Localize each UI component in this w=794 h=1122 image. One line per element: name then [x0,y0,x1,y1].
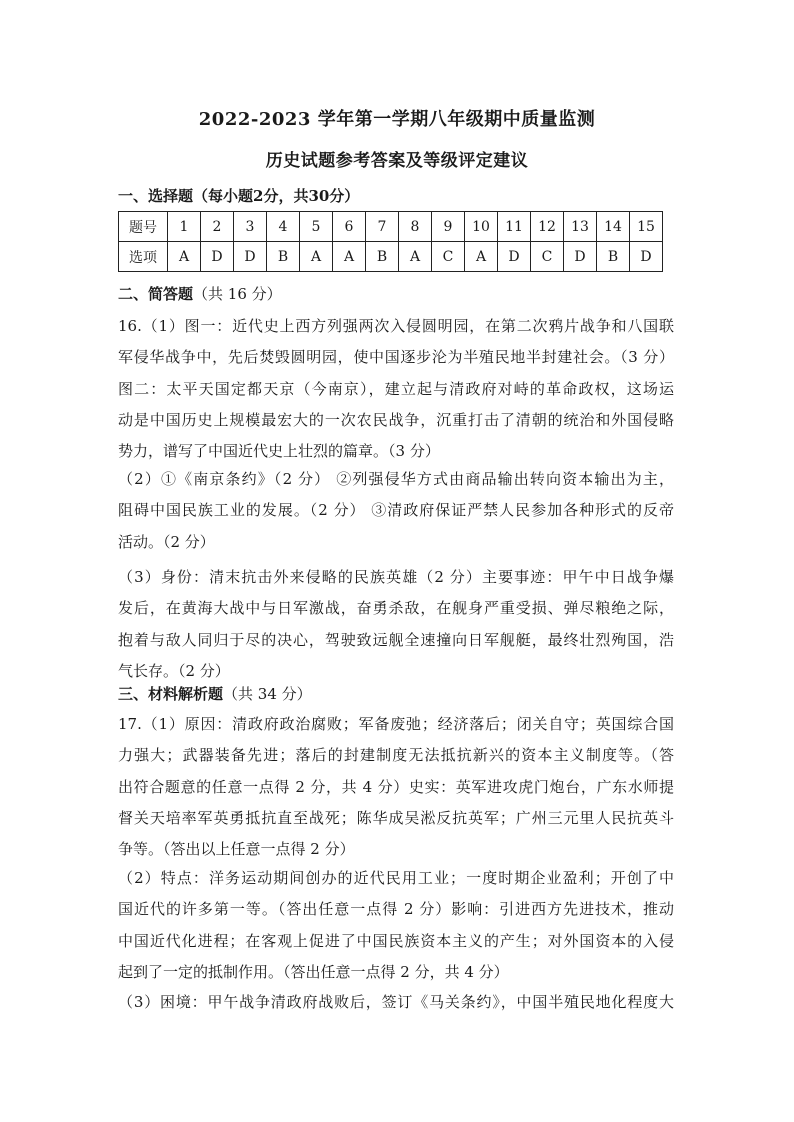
answer-option: D [630,242,663,272]
answer-option: D [201,242,234,272]
text-line: 发后，在黄海大战中与日军激战，奋勇杀敌，在舰身严重受损、弹尽粮绝之际， [118,599,674,618]
text-line: 督关天培率军英勇抵抗直至战死；陈华成吴淞反抗英军；广州三元里人民抗英斗 [118,808,674,827]
text-line: 17.（1）原因：清政府政治腐败；军备废弛；经济落后；闭关自守；英国综合国 [118,715,674,733]
answer-17-2 [118,863,674,988]
section-heading-material-analysis [118,683,312,704]
answer-option: D [564,242,597,272]
answer-17-1 [118,709,674,865]
answer-option: B [267,242,300,272]
section-score-note: （共 16 分） [193,285,282,303]
answer-17-3 [118,987,674,1018]
question-number: 3 [234,212,267,242]
row-label-answer: 选项 [119,242,168,272]
text-line: 图二：太平天国定都天京（今南京），建立起与清政府对峙的革命政权，这场运 [118,379,674,398]
text-line: 出符合题意的任意一点得 2 分，共 4 分）史实：英军进攻虎门炮台，广东水师提 [118,777,674,796]
answer-key-table [118,211,663,272]
question-number: 11 [498,212,531,242]
question-number: 9 [432,212,465,242]
text-line: 争等。（答出以上任意一点得 2 分） [118,840,355,859]
question-number: 5 [300,212,333,242]
question-number: 1 [168,212,201,242]
answer-option: D [234,242,267,272]
text-line: （2）特点：洋务运动期间创办的近代民用工业；一度时期企业盈利；开创了中 [118,869,674,887]
question-number: 10 [465,212,498,242]
table-row-answers [119,242,663,272]
text-line: 16.（1）图一：近代史上西方列强两次入侵圆明园，在第二次鸦片战争和八国联 [118,317,674,335]
answer-option: A [300,242,333,272]
answer-option: A [168,242,201,272]
answer-option: C [531,242,564,272]
text-line: 国近代的许多第一等。（答出任意一点得 2 分）影响：引进西方先进技术，推动 [118,900,674,919]
question-number: 2 [201,212,234,242]
answer-option: C [432,242,465,272]
page-subtitle: 历史试题参考答案及等级评定建议 [265,151,529,171]
text-line: 阻碍中国民族工业的发展。（2 分） ③清政府保证严禁人民参加各种形式的反帝 [118,501,674,520]
text-line: 气长存。（2 分） [118,661,230,680]
text-line: 中国近代化进程；在客观上促进了中国民族资本主义的产生；对外国资本的入侵 [118,931,674,950]
text-line: （3）困境：甲午战争清政府战败后，签订《马关条约》，中国半殖民地化程度大 [118,993,674,1011]
question-number: 12 [531,212,564,242]
question-number: 4 [267,212,300,242]
answer-16-3 [118,562,674,687]
text-line: 势力，谱写了中国近代史上壮烈的篇章。（3 分） [118,442,440,461]
section-title: 二、简答题 [118,285,194,303]
text-line: 抱着与敌人同归于尽的决心，驾驶致远舰全速撞向日军舰艇，最终壮烈殉国，浩 [118,630,674,649]
answer-option: A [333,242,366,272]
answer-16-1 [118,311,674,467]
section-title: 三、材料解析题 [118,685,224,703]
text-line: 活动。（2 分） [118,532,215,551]
question-number: 15 [630,212,663,242]
text-line: （3）身份：清末抗击外来侵略的民族英雄（2 分）主要事迹：甲午中日战争爆 [118,568,674,586]
answer-option: A [399,242,432,272]
question-number: 7 [366,212,399,242]
text-line: （2）①《南京条约》（2 分） ②列强侵华方式由商品输出转向资本输出为主， [118,470,674,488]
answer-option: A [465,242,498,272]
section-heading-short-answer [118,283,282,304]
text-line: 起到了一定的抵制作用。（答出任意一点得 2 分，共 4 分） [118,962,509,981]
answer-option: B [597,242,630,272]
section-heading-choice: 一、选择题（每小题2分，共30分） [118,187,360,205]
question-number: 14 [597,212,630,242]
answer-16-2 [118,464,674,558]
question-number: 13 [564,212,597,242]
page-title: 2022-2023 学年第一学期八年级期中质量监测 [198,109,596,130]
text-line: 力强大；武器装备先进；落后的封建制度无法抵抗新兴的资本主义制度等。（答 [118,746,674,765]
answer-option: D [498,242,531,272]
text-line: 军侵华战争中，先后焚毁圆明园，使中国逐步沦为半殖民地半封建社会。（3 分） [118,348,674,367]
question-number: 8 [399,212,432,242]
question-number: 6 [333,212,366,242]
section-score-note: （共 34 分） [223,685,312,703]
table-row-numbers [119,212,663,242]
row-label-question: 题号 [119,212,168,242]
text-line: 动是中国历史上规模最宏大的一次农民战争，沉重打击了清朝的统治和外国侵略 [118,410,674,429]
answer-option: B [366,242,399,272]
